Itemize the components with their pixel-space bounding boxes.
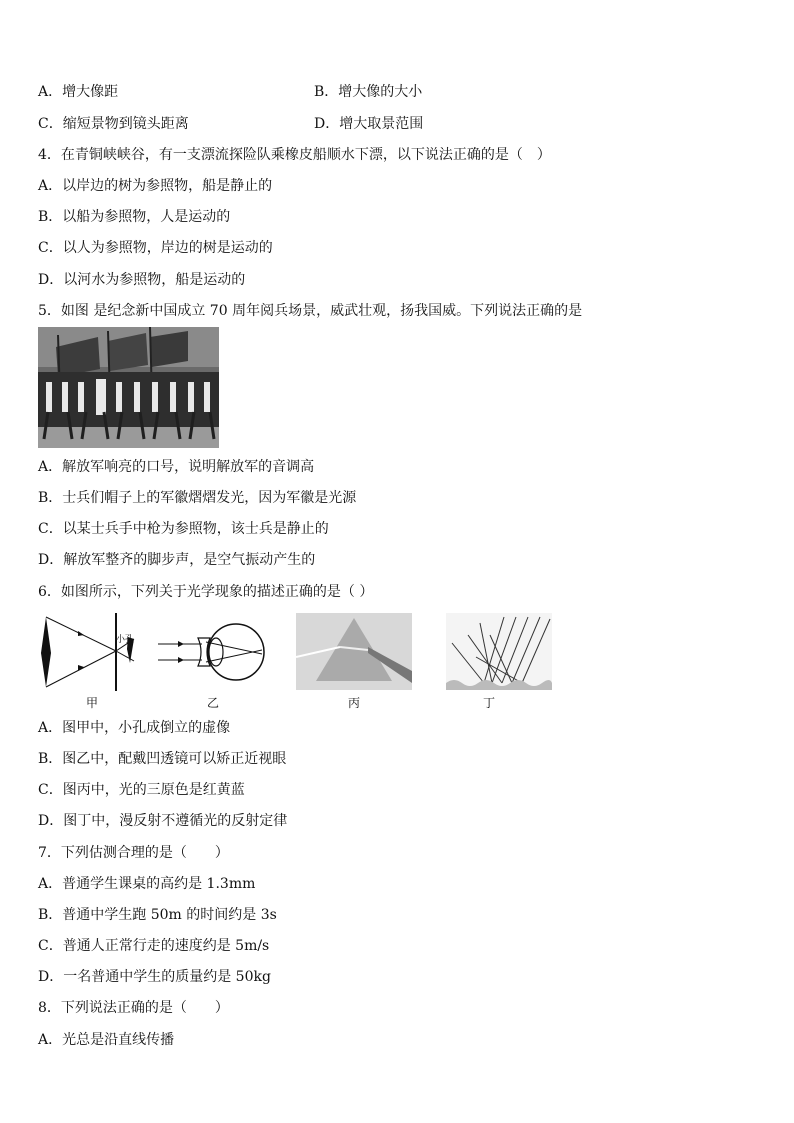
- q4-option-a: A．以岸边的树为参照物，船是静止的: [38, 178, 273, 194]
- q5-stem: 5．如图 是纪念新中国成立 70 周年阅兵场景，威武壮观，扬我国威。下列说法正确的是: [38, 303, 583, 319]
- fig-label-bing: 丙: [347, 696, 360, 710]
- q4-option-b: B．以船为参照物，人是运动的: [38, 209, 231, 225]
- q7-option-a: A．普通学生课桌的高约是 1.3mm: [38, 876, 256, 892]
- q6-option-a: A．图甲中，小孔成倒立的虚像: [38, 720, 231, 736]
- parade-photo: [38, 327, 219, 448]
- pinhole-label: 小孔: [116, 635, 135, 645]
- q5-option-b: B．士兵们帽子上的军徽熠熠发光，因为军徽是光源: [38, 490, 357, 506]
- pinhole-diagram: [36, 613, 146, 691]
- q5-option-c: C．以某士兵手中枪为参照物，该士兵是静止的: [38, 521, 329, 537]
- q5-option-a: A．解放军响亮的口号，说明解放军的音调高: [38, 459, 315, 475]
- q6-option-d: D．图丁中，漫反射不遵循光的反射定律: [38, 813, 288, 829]
- q7-stem: 7．下列估测合理的是（ ）: [38, 845, 229, 861]
- q3-option-b: B．增大像的大小: [314, 84, 423, 100]
- fig-label-ding: 丁: [482, 696, 495, 710]
- q6-option-c: C．图丙中，光的三原色是红黄蓝: [38, 782, 245, 798]
- q5-option-d: D．解放军整齐的脚步声，是空气振动产生的: [38, 552, 316, 568]
- q3-option-d: D．增大取景范围: [314, 116, 424, 132]
- q8-option-a: A．光总是沿直线传播: [38, 1032, 175, 1048]
- q4-option-c: C．以人为参照物，岸边的树是运动的: [38, 240, 273, 256]
- q4-stem: 4．在青铜峡峡谷，有一支漂流探险队乘橡皮船顺水下漂，以下说法正确的是（ ）: [38, 147, 551, 163]
- q4-option-d: D．以河水为参照物，船是运动的: [38, 272, 246, 288]
- q8-stem: 8．下列说法正确的是（ ）: [38, 1000, 229, 1016]
- q7-option-d: D．一名普通中学生的质量约是 50kg: [38, 969, 271, 985]
- q7-option-c: C．普通人正常行走的速度约是 5m/s: [38, 938, 270, 954]
- q3-option-a: A．增大像距: [38, 84, 119, 100]
- q7-option-b: B．普通中学生跑 50m 的时间约是 3s: [38, 907, 277, 923]
- q6-option-b: B．图乙中，配戴凹透镜可以矫正近视眼: [38, 751, 287, 767]
- prism-diagram: [296, 613, 412, 690]
- eye-lens-diagram: [158, 618, 268, 690]
- fig-label-yi: 乙: [206, 696, 219, 710]
- fig-label-jia: 甲: [85, 696, 98, 710]
- diffuse-reflection-diagram: [446, 613, 552, 690]
- q3-option-c: C．缩短景物到镜头距离: [38, 116, 189, 132]
- q6-stem: 6．如图所示，下列关于光学现象的描述正确的是（ ）: [38, 584, 374, 600]
